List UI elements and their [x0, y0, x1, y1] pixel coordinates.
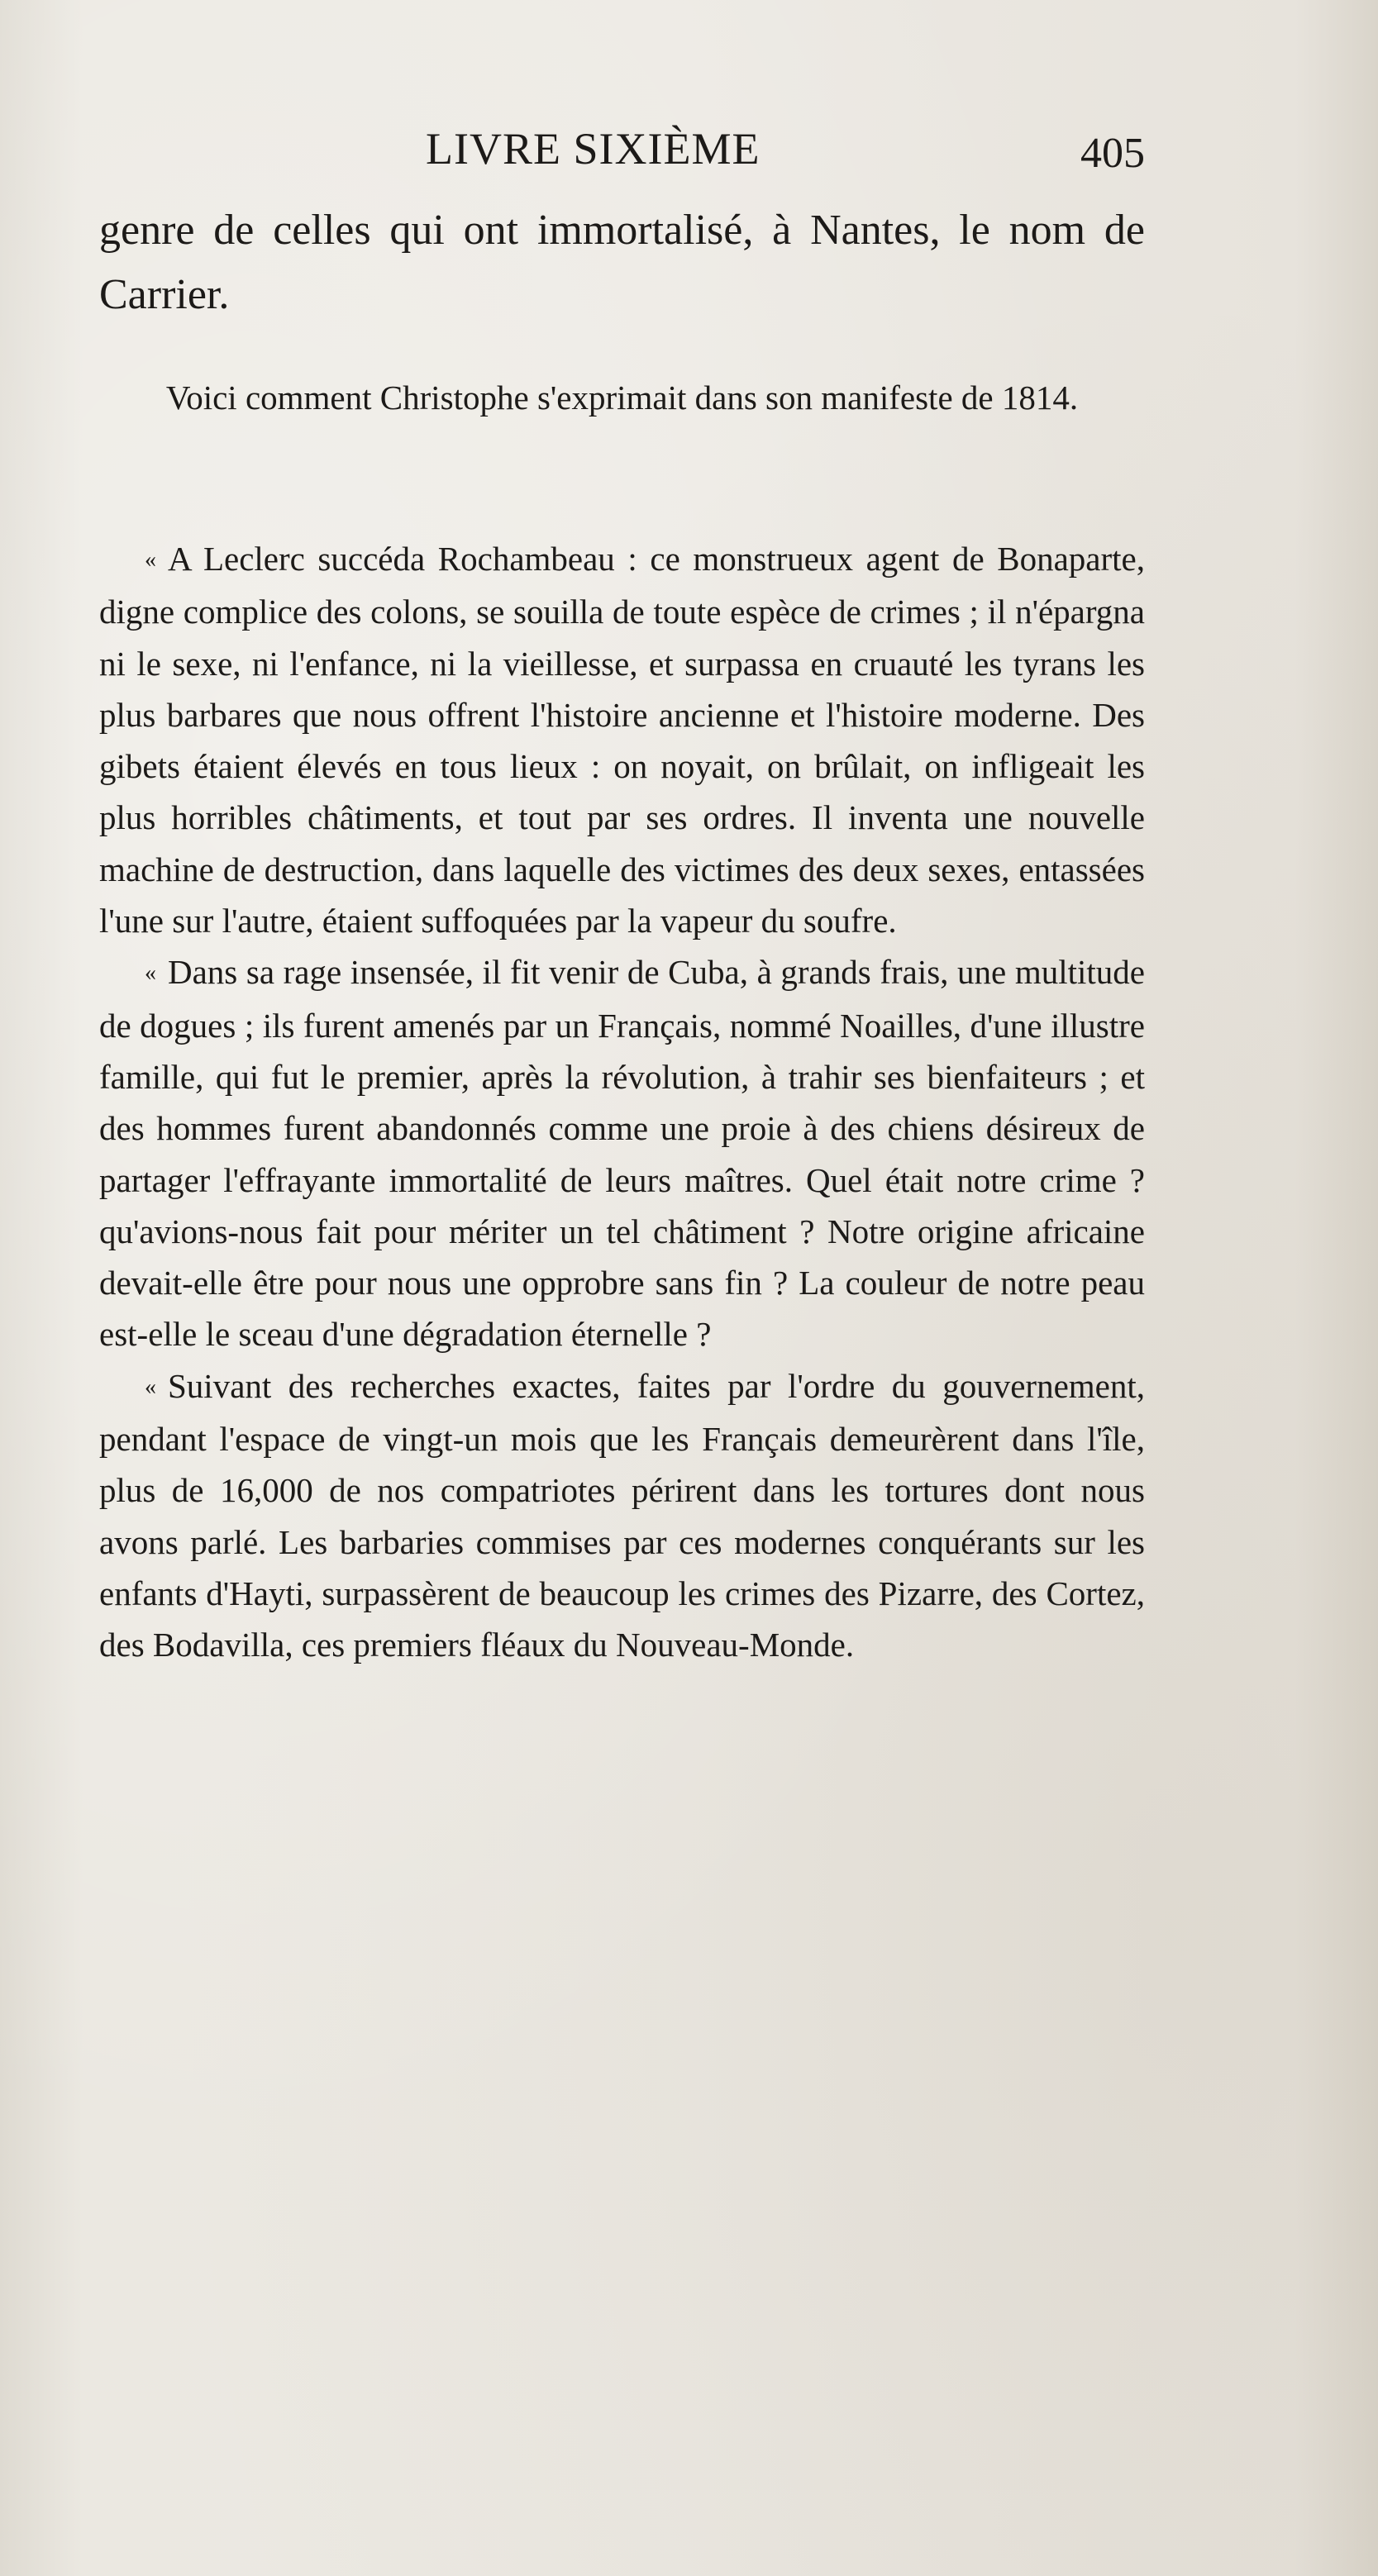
- open-quote-mark: «: [145, 547, 156, 573]
- page-number: 405: [1080, 130, 1145, 177]
- quote-paragraph-1: [99, 533, 1145, 946]
- quote-paragraph-text: A Leclerc succéda Rochambeau : ce monstrueux agent de Bonaparte, digne complice des colons, se souilla de toute espèce de crimes ; il n'épargna ni le sexe, ni l'enfance, ni la vieillesse, et surpassa en cruauté les tyrans les plus barbares que nous offrent l'histoire ancienne et l'histoire moderne. Des gibets étaient élevés en tous lieux : on noyait, on brûlait, on infligeait les plus horribles châtiments, et tout par ses ordres. Il inventa une nouvelle machine de destruction, dans laquelle des victimes des deux sexes, entassées l'une sur l'autre, étaient suffoquées par la vapeur du soufre.: [99, 540, 1145, 940]
- manifesto-quotation: [99, 533, 1145, 1671]
- running-head: LIVRE SIXIÈME: [426, 124, 761, 174]
- page-header: [95, 120, 1145, 178]
- quote-paragraph-2: [99, 946, 1145, 1359]
- quote-paragraph-text: Suivant des recherches exactes, faites par l'ordre du gouvernement, pendant l'espace de vingt-un mois que les Français demeurèrent dans l'île, plus de 16,000 de nos compatriotes périrent dans les tortures dont nous avons parlé. Les barbaries commises par ces modernes conquérants sur les enfants d'Hayti, surpassèrent de beaucoup les crimes des Pizarre, des Cortez, des Bodavilla, ces premiers fléaux du Nouveau-Monde.: [99, 1366, 1145, 1664]
- intro-paragraph: Voici comment Christophe s'exprimait dans son manifeste de 1814.: [165, 379, 1079, 417]
- quote-paragraph-text: Dans sa rage insensée, il fit venir de Cuba, à grands frais, une multitude de dogues ; ils furent amenés par un Français, nommé Noailles, d'une illustre famille, qui fut le premier, après la révolution, à trahir ses bienfaiteurs ; et des hommes furent abandonnés comme une proie à des chiens désireux de partager l'effrayante immortalité de leurs maîtres. Quel était notre crime ? qu'avions-nous fait pour mériter un tel châtiment ? Notre origine africaine devait-elle être pour nous une opprobre sans fin ? La couleur de notre peau est-elle le sceau d'une dégradation éternelle ?: [99, 953, 1145, 1354]
- lead-paragraph: genre de celles qui ont immortalisé, à Nantes, le nom de Carrier.: [99, 207, 1145, 318]
- quote-paragraph-3: [99, 1360, 1145, 1671]
- open-quote-mark: «: [145, 960, 156, 987]
- open-quote-mark: «: [145, 1374, 156, 1400]
